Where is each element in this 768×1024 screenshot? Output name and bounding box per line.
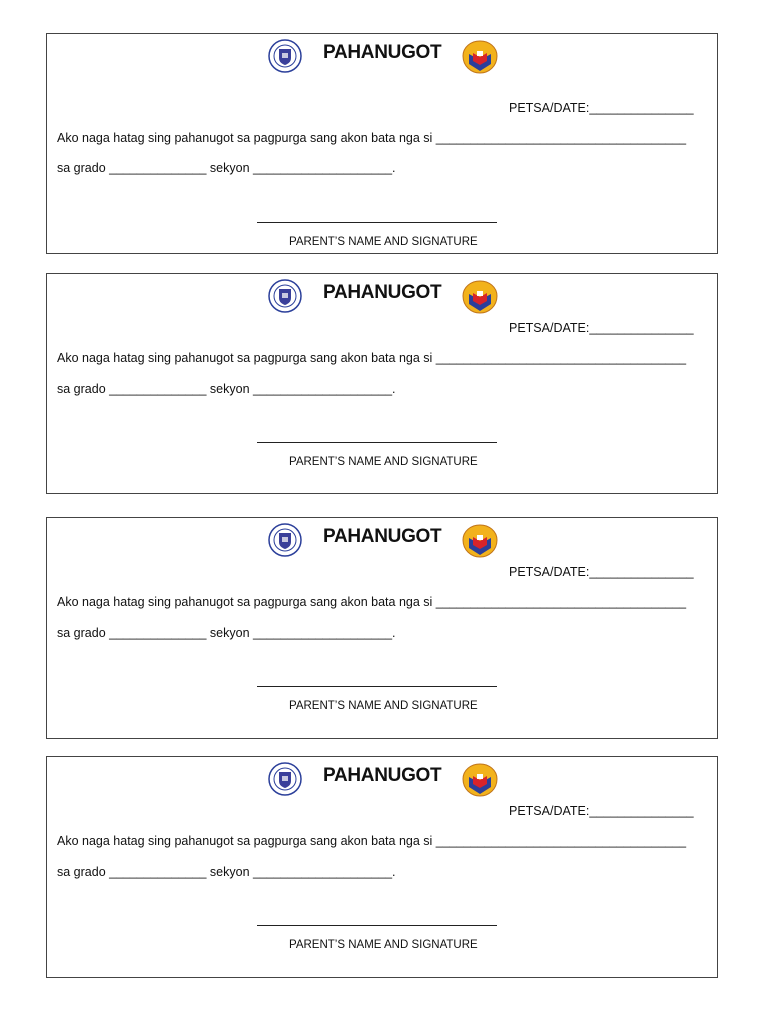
form-title: PAHANUGOT xyxy=(323,42,442,63)
consent-slip xyxy=(46,517,718,739)
date-field[interactable]: PETSA/DATE:_______________ xyxy=(509,804,694,818)
grade-section-fields[interactable]: sa grado ______________ sekyon ____________________. xyxy=(57,626,396,640)
signature-label: PARENT’S NAME AND SIGNATURE xyxy=(289,456,478,468)
signature-label: PARENT’S NAME AND SIGNATURE xyxy=(289,939,478,951)
grade-section-fields[interactable]: sa grado ______________ sekyon ____________________. xyxy=(57,161,396,175)
school-seal-icon xyxy=(461,279,499,315)
form-title: PAHANUGOT xyxy=(323,765,442,786)
signature-line[interactable] xyxy=(257,442,497,443)
signature-label: PARENT’S NAME AND SIGNATURE xyxy=(289,700,478,712)
date-field[interactable]: PETSA/DATE:_______________ xyxy=(509,565,694,579)
deped-seal-icon xyxy=(268,762,302,796)
form-title: PAHANUGOT xyxy=(323,526,442,547)
form-title: PAHANUGOT xyxy=(323,282,442,303)
date-field[interactable]: PETSA/DATE:_______________ xyxy=(509,321,694,335)
consent-slip xyxy=(46,273,718,494)
signature-line[interactable] xyxy=(257,686,497,687)
signature-line[interactable] xyxy=(257,222,497,223)
school-seal-icon xyxy=(461,762,499,798)
date-field[interactable]: PETSA/DATE:_______________ xyxy=(509,101,694,115)
consent-slip xyxy=(46,33,718,254)
consent-statement-child-name[interactable]: Ako naga hatag sing pahanugot sa pagpurga sang akon bata nga si ____________________________________ xyxy=(57,595,687,609)
signature-line[interactable] xyxy=(257,925,497,926)
consent-statement-child-name[interactable]: Ako naga hatag sing pahanugot sa pagpurga sang akon bata nga si ____________________________________ xyxy=(57,834,687,848)
consent-statement-child-name[interactable]: Ako naga hatag sing pahanugot sa pagpurga sang akon bata nga si ____________________________________ xyxy=(57,351,687,365)
deped-seal-icon xyxy=(268,523,302,557)
school-seal-icon xyxy=(461,523,499,559)
grade-section-fields[interactable]: sa grado ______________ sekyon ____________________. xyxy=(57,865,396,879)
school-seal-icon xyxy=(461,39,499,75)
consent-slip xyxy=(46,756,718,978)
deped-seal-icon xyxy=(268,39,302,73)
grade-section-fields[interactable]: sa grado ______________ sekyon ____________________. xyxy=(57,382,396,396)
deped-seal-icon xyxy=(268,279,302,313)
signature-label: PARENT’S NAME AND SIGNATURE xyxy=(289,236,478,248)
consent-statement-child-name[interactable]: Ako naga hatag sing pahanugot sa pagpurga sang akon bata nga si ____________________________________ xyxy=(57,131,687,145)
